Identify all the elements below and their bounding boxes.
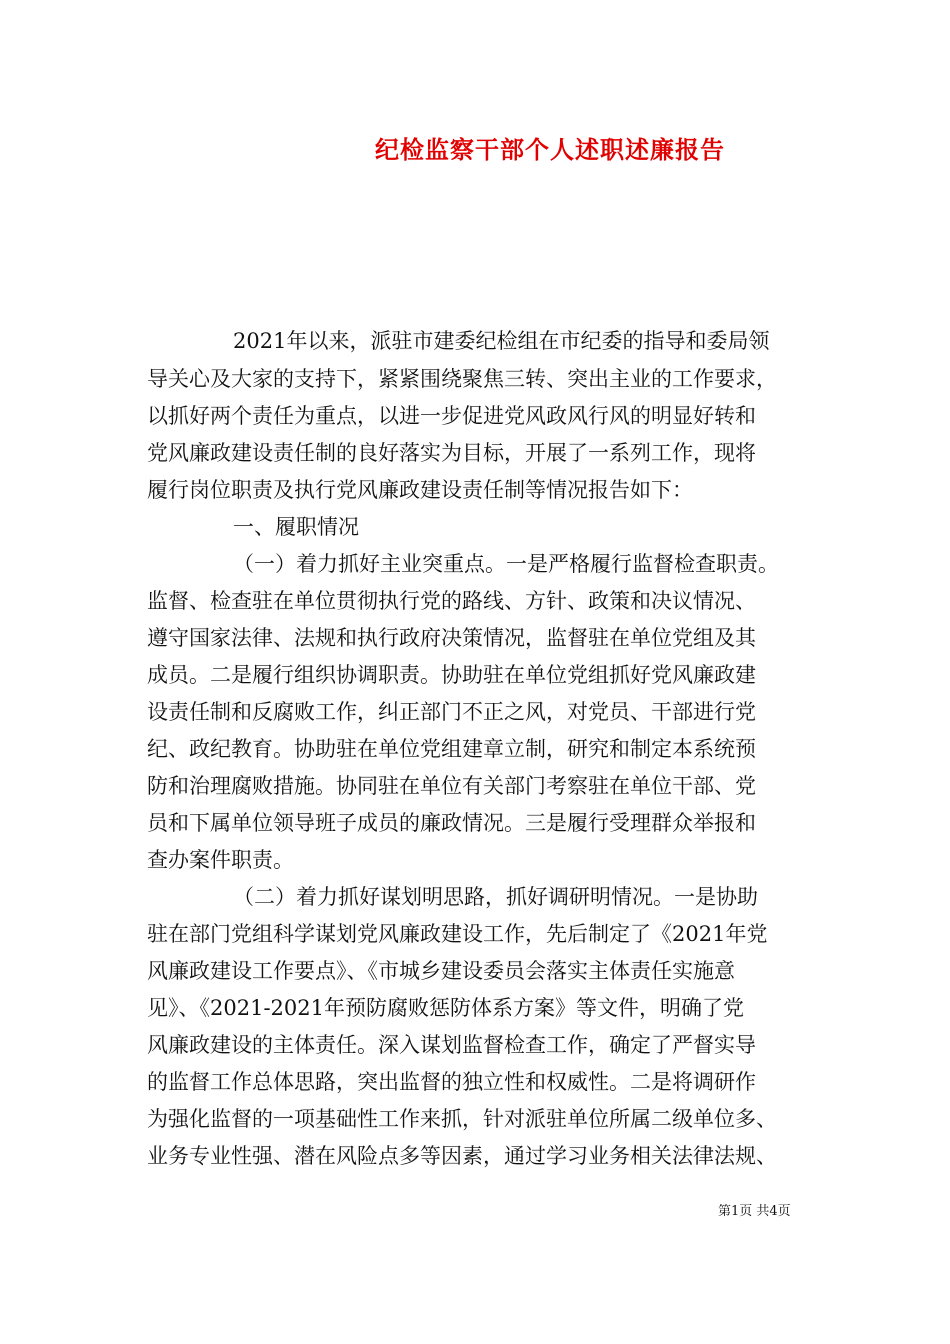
body-line: 员和下属单位领导班子成员的廉政情况。三是履行受理群众举报和 [147, 811, 756, 835]
body-line: 防和治理腐败措施。协同驻在单位有关部门考察驻在单位干部、党 [147, 774, 756, 798]
body-line: 查办案件职责。 [147, 848, 294, 872]
body-line: （二）着力抓好谋划明思路，抓好调研明情况。一是协助 [233, 885, 758, 909]
body-line: 2021年以来，派驻市建委纪检组在市纪委的指导和委局领 [233, 329, 770, 353]
body-line: 为强化监督的一项基础性工作来抓，针对派驻单位所属二级单位多、 [147, 1107, 777, 1131]
body-line: 以抓好两个责任为重点，以进一步促进党风政风行风的明显好转和 [147, 404, 756, 428]
body-line: （一）着力抓好主业突重点。一是严格履行监督检查职责。 [233, 552, 779, 576]
body-line: 的监督工作总体思路，突出监督的独立性和权威性。二是将调研作 [147, 1070, 756, 1094]
body-line: 监督、检查驻在单位贯彻执行党的路线、方针、政策和决议情况、 [147, 589, 756, 613]
body-line: 见》、《2021-2021年预防腐败惩防体系方案》等文件，明确了党 [147, 996, 744, 1020]
body-line: 履行岗位职责及执行党风廉政建设责任制等情况报告如下： [147, 478, 693, 502]
body-line: 风廉政建设的主体责任。深入谋划监督检查工作，确定了严督实导 [147, 1033, 756, 1057]
body-line: 驻在部门党组科学谋划党风廉政建设工作，先后制定了《2021年党 [147, 922, 768, 946]
body-line: 纪、政纪教育。协助驻在单位党组建章立制，研究和制定本系统预 [147, 737, 756, 761]
body-line: 成员。二是履行组织协调职责。协助驻在单位党组抓好党风廉政建 [147, 663, 756, 687]
page-number: 第1页 共4页 [718, 1204, 791, 1219]
body-line: 遵守国家法律、法规和执行政府决策情况，监督驻在单位党组及其 [147, 626, 756, 650]
body-line: 党风廉政建设责任制的良好落实为目标，开展了一系列工作，现将 [147, 441, 756, 465]
section-heading: 一、履职情况 [233, 515, 359, 539]
body-line: 导关心及大家的支持下，紧紧围绕聚焦三转、突出主业的工作要求， [147, 367, 777, 391]
page-title: 纪检监察干部个人述职述廉报告 [375, 135, 725, 164]
body-line: 业务专业性强、潜在风险点多等因素，通过学习业务相关法律法规、 [147, 1144, 777, 1168]
body-line: 设责任制和反腐败工作，纠正部门不正之风，对党员、干部进行党 [147, 700, 756, 724]
body-line: 风廉政建设工作要点》、《市城乡建设委员会落实主体责任实施意 [147, 959, 735, 983]
